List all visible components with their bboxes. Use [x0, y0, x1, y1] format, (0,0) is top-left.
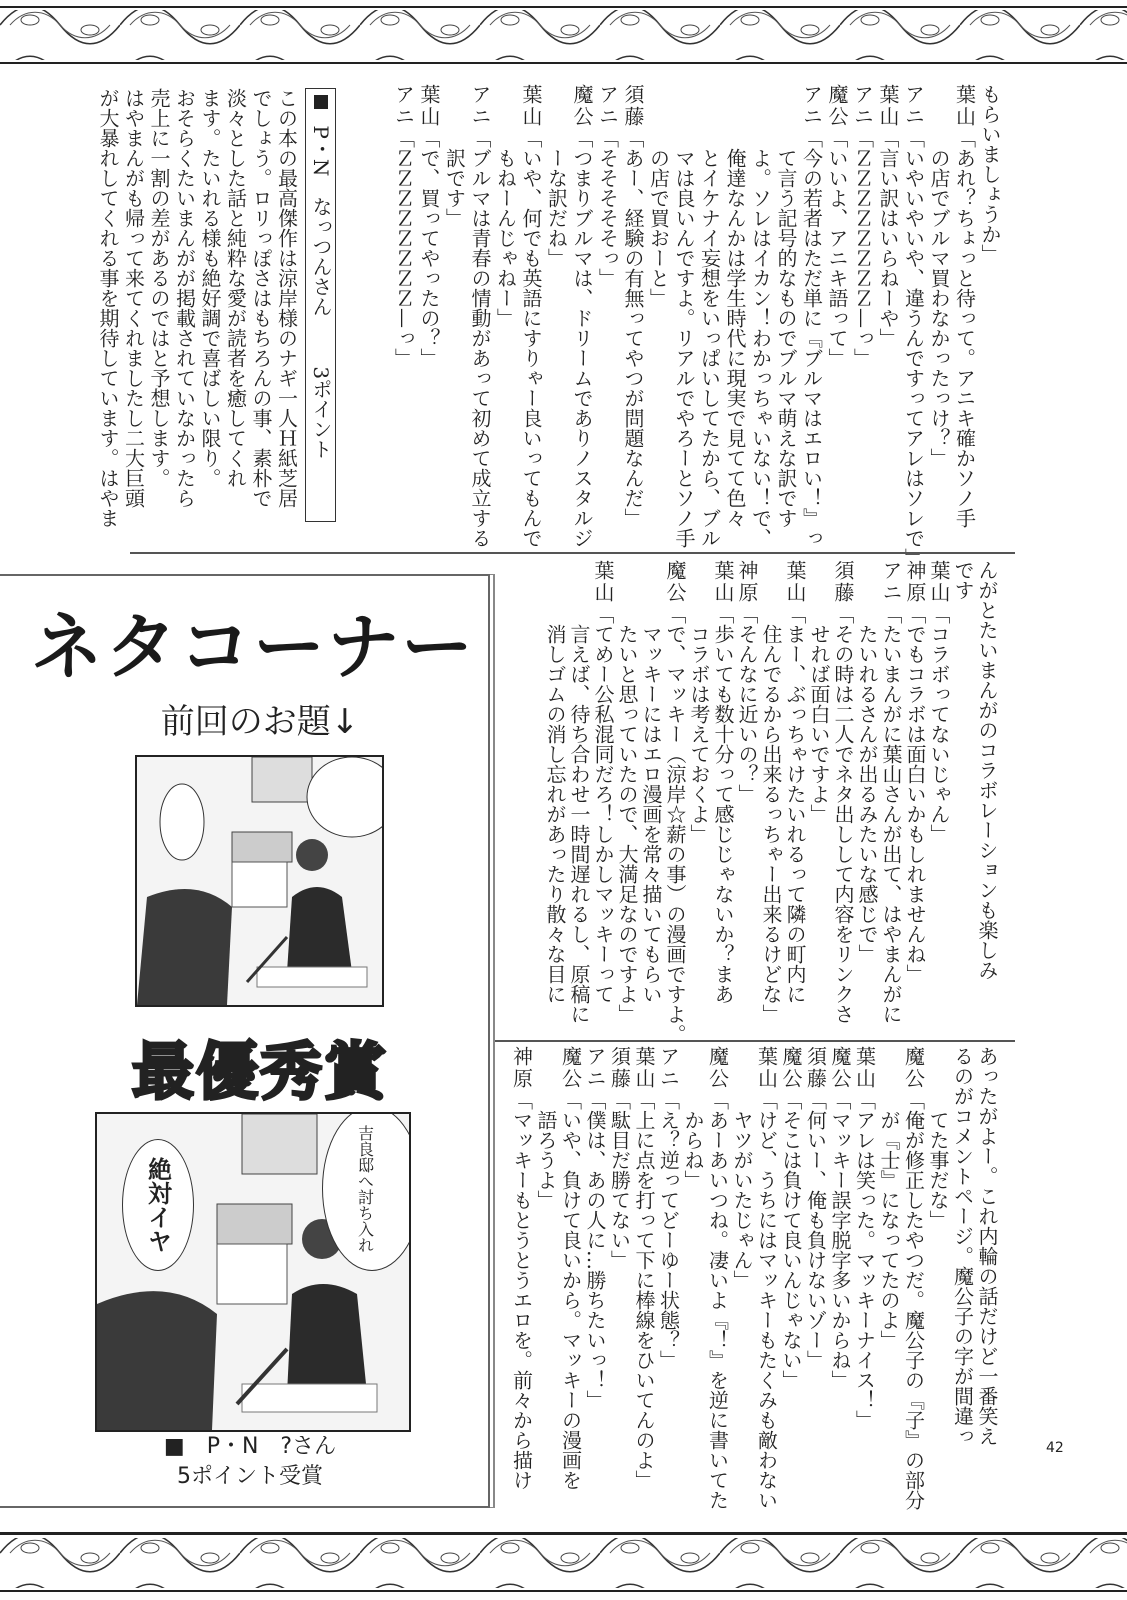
pen-name: P・N なっつんさん: [309, 125, 333, 317]
speaker-name: 魔公: [825, 84, 849, 128]
dialogue-text: 「で、マッキー（涼岸☆薪の事）の漫画ですよ。: [663, 604, 687, 1044]
speaker-name: 神原: [903, 560, 927, 604]
dialogue-text: 「駄目だ勝てない」: [607, 1090, 632, 1270]
speaker-name: 葉山: [783, 560, 807, 604]
dialogue-text: 俺達なんかは学生時代に現実で見てて色々: [723, 148, 747, 528]
dialogue-line: [671, 84, 697, 546]
dialogue-line: [875, 84, 901, 546]
dialogue-line: [783, 560, 807, 1030]
pen-name-box: [305, 88, 337, 522]
review-text-line: ます。たいれる様も絶好調で喜ばしい限り。: [198, 88, 222, 488]
speaker-name: 葉山: [876, 84, 900, 128]
speaker-name: 葉山: [417, 84, 441, 128]
dialogue-text: 「僕は、あの人に…勝ちたいっ！」: [583, 1090, 607, 1410]
dialogue-line: [927, 560, 951, 1030]
winner-pen-name: ■ P・N ?さん: [163, 1434, 337, 1459]
review-text-line: が大暴れしてくれる事を期待しています。はやま: [96, 88, 120, 528]
dialogue-line: [543, 560, 567, 1030]
dialogue-text: 言えば、待ち合わせ一時間遅れるし、原稿に: [567, 624, 591, 1024]
dialogue-text: 「そそそそそっ」: [595, 128, 620, 288]
dialogue-line: [877, 1046, 902, 1516]
dialogue-text: るのがコメントページ。魔公子の字が間違っ: [950, 1046, 975, 1446]
review-text-line: 売上に一割の差があるのではと予想します。: [147, 88, 171, 488]
speaker-name: アニ: [799, 84, 824, 128]
dialogue-line: [620, 84, 646, 546]
dialogue-text: たいれるさんが出るみたいな感じで」: [855, 624, 879, 964]
dialogue-line: [951, 84, 977, 546]
points-label: 3ポイント: [309, 366, 333, 460]
speaker-name: 魔公: [828, 1046, 852, 1090]
dialogue-text: 「あれ？ちょっと待って。アニキ確かソノ手: [952, 128, 977, 528]
dialogue-text: 「マッキーもとうとうエロを。前々から描け: [509, 1090, 534, 1490]
dialogue-line: [831, 560, 855, 1030]
decorative-border-top: [0, 0, 1127, 70]
best-award-title: 最優秀賞: [131, 1035, 388, 1108]
dialogue-text: 「あーあいつね。凄いよ『！』を逆に書いてた: [705, 1090, 730, 1510]
dialogue-line: [824, 84, 850, 546]
dialogue-line: [492, 84, 518, 546]
top-dialogue: [390, 84, 1002, 568]
dialogue-text: あったがよー。これ内輪の話だけど一番笑え: [975, 1046, 999, 1446]
dialogue-text: 「いや、負けて良いから。マッキーの漫画を: [558, 1090, 583, 1490]
dialogue-text: たいと思っていたので、大満足なのですよ」: [615, 624, 639, 1024]
dialogue-line: [607, 1046, 632, 1516]
dialogue-text: てた事だな」: [926, 1110, 950, 1230]
previous-topic-label: 前回のお題↓: [160, 702, 360, 742]
dialogue-text: です: [951, 560, 975, 600]
dialogue-text: 「いいよ、アニキ語って」: [825, 128, 849, 368]
dialogue-line: [803, 1046, 828, 1516]
speaker-name: 葉山: [519, 84, 543, 128]
dialogue-line: [558, 1046, 583, 1516]
dialogue-text: 「でもコラボは面白いかもしれませんね」: [903, 604, 927, 984]
dialogue-line: [583, 1046, 608, 1516]
dialogue-text: 「で、買ってやったの？」: [417, 128, 441, 368]
comic-illustration: [137, 757, 382, 1005]
dialogue-line: [639, 560, 663, 1030]
dialogue-line: [951, 560, 975, 1030]
review-text-line: おそらくたいまんがが掲載されていなかったら: [172, 88, 197, 508]
dialogue-text: んがとたいまんがのコラボレーションも楽しみ: [975, 560, 999, 980]
dialogue-text: て言う記号的なものでブルマ萌えな訳です: [774, 148, 798, 528]
dialogue-text: 「コラボってないじゃん」: [927, 604, 951, 844]
dialogue-line: [977, 84, 1003, 546]
dialogue-line: [681, 1046, 706, 1516]
speaker-name: 須藤: [621, 84, 645, 128]
dialogue-text: 訳です」: [442, 148, 467, 228]
dialogue-text: 「ＺＺＺＺＺＺＺＺ—っ」: [391, 128, 416, 368]
bottom-dialogue: [509, 1046, 999, 1516]
speaker-name: アニ: [850, 84, 875, 128]
dialogue-text: 「歩いても数十分って感じじゃないか？まあ: [711, 604, 735, 1004]
speaker-name: 魔公: [570, 84, 594, 128]
dialogue-line: [569, 84, 595, 546]
dialogue-text: の店で買おーと」: [646, 148, 671, 308]
dialogue-line: [735, 560, 759, 1030]
page-number: 42: [1046, 1440, 1064, 1456]
dialogue-text: 語ろうよ」: [534, 1110, 558, 1210]
dialogue-line: [855, 560, 879, 1030]
dialogue-text: 「つまりブルマは、ドリームでありノスタルジ: [570, 128, 594, 548]
speaker-name: 葉山: [591, 560, 615, 604]
dialogue-line: [567, 560, 591, 1030]
dialogue-text: 「けど、うちにはマッキーもたくみも敵わない: [754, 1090, 779, 1510]
speaker-name: 魔公: [779, 1046, 803, 1090]
speaker-name: アニ: [468, 84, 492, 128]
speaker-name: 神原: [735, 560, 759, 604]
dialogue-text: 「俺が修正したやつだ。魔公子の『子』の部分: [901, 1090, 926, 1510]
section-divider: [490, 1040, 1015, 1042]
speaker-name: アニ: [901, 84, 926, 128]
speech-bubble-right: 吉良邸へ討ち入れ: [322, 1112, 411, 1271]
dialogue-line: [687, 560, 711, 1030]
dialogue-line: [759, 560, 783, 1030]
dialogue-line: [645, 84, 671, 546]
speaker-name: 葉山: [711, 560, 735, 604]
dialogue-text: 「いや、何でも英語にすりゃー良いってもんで: [519, 128, 543, 548]
dialogue-line: [518, 84, 544, 546]
dialogue-text: 「上に点を打って下に棒線をひいてんのよ」: [632, 1090, 656, 1490]
review-text-line: 淡々とした話と純粋な愛が読者を癒してくれ: [223, 88, 248, 488]
dialogue-line: [730, 1046, 755, 1516]
middle-dialogue: [543, 560, 999, 1044]
dialogue-text: 「そこは負けて良いんじゃない」: [779, 1090, 803, 1390]
dialogue-line: [754, 1046, 779, 1516]
dialogue-line: [901, 1046, 926, 1516]
dialogue-text: が『士』になってたのよ」: [877, 1110, 901, 1350]
speaker-name: アニ: [391, 84, 416, 128]
decorative-border-bottom: [0, 1528, 1127, 1598]
dialogue-line: [509, 1046, 534, 1516]
dialogue-text: 「てめー公私混同だろ！しかしマッキーって: [591, 604, 615, 1004]
dialogue-line: [849, 84, 875, 546]
dialogue-line: [534, 1046, 559, 1516]
dialogue-text: よ。ソレはイカン！わかっちゃいない！で、: [748, 148, 773, 548]
speaker-name: 魔公: [705, 1046, 730, 1090]
dialogue-text: もねーんじゃねー」: [493, 148, 518, 328]
dialogue-line: [926, 1046, 951, 1516]
dialogue-text: 「たいまんがに葉山さんが出て、はやまんがに: [879, 604, 903, 1024]
speaker-name: 魔公: [558, 1046, 583, 1090]
speaker-name: 須藤: [803, 1046, 828, 1090]
review-section: [95, 88, 343, 538]
speaker-name: 魔公: [663, 560, 687, 604]
dialogue-text: 「そんなに近いの？」: [735, 604, 759, 804]
dialogue-text: 「あー、経験の有無ってやつが問題なんだ」: [621, 128, 645, 528]
dialogue-line: [663, 560, 687, 1044]
section-divider: [130, 552, 1015, 554]
speaker-name: アニ: [595, 84, 620, 128]
speaker-name: アニ: [656, 1046, 681, 1090]
dialogue-line: [926, 84, 952, 546]
dialogue-line: [807, 560, 831, 1030]
dialogue-line: [747, 84, 773, 546]
dialogue-line: [467, 84, 493, 546]
dialogue-line: [441, 84, 467, 546]
dialogue-line: [711, 560, 735, 1030]
dialogue-text: 「いやいやいや、違うんですってアレはソレで」: [901, 128, 926, 568]
dialogue-text: 消しゴムの消し忘れがあったり散々な目に: [543, 624, 567, 1004]
dialogue-line: [615, 560, 639, 1030]
dialogue-text: とイケナイ妄想をいっぱいしてたから、ブル: [697, 148, 722, 548]
dialogue-text: マは良いんですよ。リアルでやろーとソノ手: [672, 148, 696, 548]
speaker-name: 須藤: [831, 560, 855, 604]
dialogue-text: 「ＺＺＺＺＺＺＺＺ—っ」: [850, 128, 875, 368]
dialogue-line: [975, 560, 999, 1030]
dialogue-text: マッキーにはエロ漫画を常々描いてもらい: [639, 624, 663, 1004]
speech-bubble-left: 絶対イヤ: [122, 1139, 194, 1271]
dialogue-line: [900, 84, 926, 568]
dialogue-text: 住んでるから出来るっちゃー出来るけどな」: [759, 624, 783, 1024]
dialogue-text: の店でブルマ買わなかったっけ？」: [927, 148, 951, 468]
speaker-name: 神原: [509, 1046, 534, 1090]
dialogue-text: からね」: [681, 1110, 705, 1190]
dialogue-text: せれば面白いですよ」: [807, 624, 831, 824]
dialogue-line: [594, 84, 620, 546]
speaker-name: アニ: [879, 560, 903, 604]
winner-points: 5ポイント受賞: [177, 1464, 323, 1489]
speaker-name: 葉山: [632, 1046, 656, 1090]
review-text-line: はやまんがも帰って来てくれましたし二大巨頭: [121, 88, 146, 508]
dialogue-text: コラボは考えておくよ」: [687, 624, 711, 844]
speaker-name: 魔公: [901, 1046, 926, 1090]
dialogue-line: [903, 560, 927, 1030]
dialogue-line: [773, 84, 799, 546]
square-bullet-icon: [314, 95, 328, 109]
dialogue-text: 「その時は二人でネタ出しして内容をリンクさ: [831, 604, 855, 1024]
dialogue-line: [722, 84, 748, 546]
speaker-name: 葉山: [927, 560, 951, 604]
speaker-name: アニ: [583, 1046, 607, 1090]
dialogue-line: [696, 84, 722, 546]
dialogue-text: 「マッキー誤字脱字多いからね」: [828, 1090, 852, 1390]
dialogue-text: 「ブルマは青春の情動があって初めて成立する: [468, 128, 492, 548]
dialogue-line: [879, 560, 903, 1030]
dialogue-line: [798, 84, 824, 546]
dialogue-line: [543, 84, 569, 546]
dialogue-text: ーな訳だね」: [544, 148, 569, 268]
dialogue-line: [852, 1046, 877, 1516]
comic-panel-topic: [135, 755, 384, 1007]
review-text-line: でしょう。ロリっぽさはもちろんの事、素朴で: [249, 88, 273, 508]
speaker-name: 須藤: [607, 1046, 632, 1090]
dialogue-text: もらいましょうか」: [978, 84, 1002, 264]
dialogue-line: [779, 1046, 804, 1516]
speaker-name: 葉山: [754, 1046, 779, 1090]
dialogue-line: [656, 1046, 681, 1516]
dialogue-line: [632, 1046, 657, 1516]
dialogue-line: [828, 1046, 853, 1516]
dialogue-text: 「アレは笑った。マッキーナイス！」: [852, 1090, 877, 1430]
dialogue-line: [705, 1046, 730, 1516]
dialogue-line: [950, 1046, 975, 1516]
neta-corner-title: ネタコーナー: [30, 605, 475, 689]
speaker-name: 葉山: [852, 1046, 877, 1090]
review-text-line: この本の最高傑作は涼岸様のナギ一人Ｈ紙芝居: [274, 88, 299, 508]
dialogue-text: ヤツがいたじゃん」: [730, 1110, 754, 1290]
dialogue-text: 「何いー、俺も負けないゾー」: [803, 1090, 828, 1370]
dialogue-text: 「今の若者はただ単に『ブルマはエロい！』っ: [799, 128, 824, 548]
dialogue-line: [416, 84, 442, 546]
speaker-name: 葉山: [952, 84, 977, 128]
comic-panel-winner: [95, 1112, 411, 1432]
dialogue-line: [975, 1046, 1000, 1516]
dialogue-text: 「え？逆ってどーゆー状態？」: [656, 1090, 681, 1370]
dialogue-text: 「言い訳はいらねーや」: [876, 128, 900, 348]
dialogue-text: 「まー、ぶっちゃけたいれるって隣の町内に: [783, 604, 807, 1004]
dialogue-line: [591, 560, 615, 1030]
dialogue-line: [390, 84, 416, 546]
